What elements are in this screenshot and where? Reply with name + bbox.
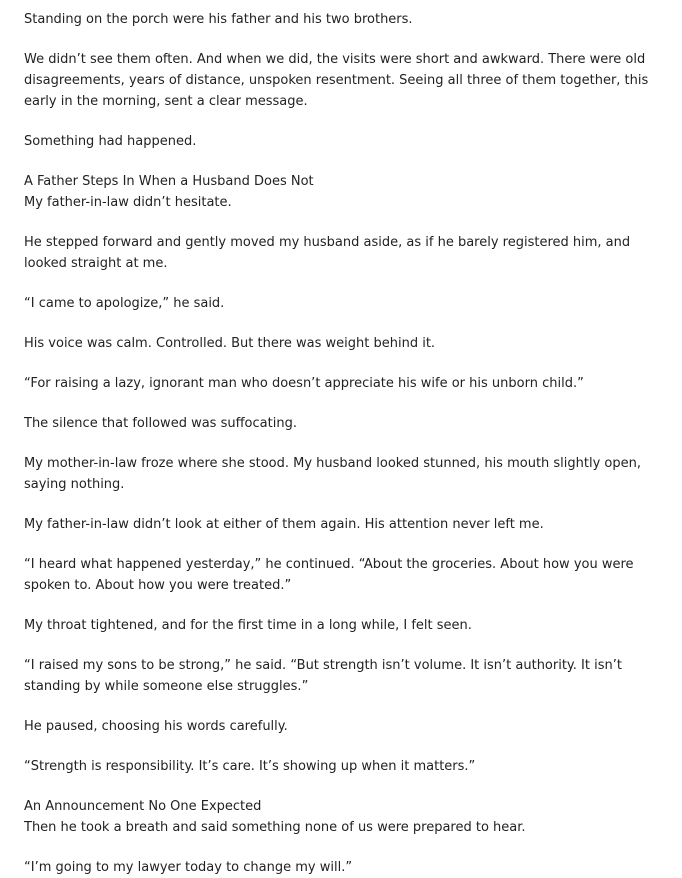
paragraph: He stepped forward and gently moved my husband aside, as if he barely registered him, and looked straight at me. [24,235,631,271]
paragraph: The silence that followed was suffocating. [24,416,297,431]
paragraph: “I’m going to my lawyer today to change my will.” [24,860,353,875]
section-block [24,796,666,838]
section-block [24,171,666,213]
paragraph: “Strength is responsibility. It’s care. It’s showing up when it matters.” [24,759,476,774]
paragraph: Then he took a breath and said something none of us were prepared to hear. [24,820,526,835]
paragraph: His voice was calm. Controlled. But there was weight behind it. [24,336,436,351]
paragraph: My mother-in-law froze where she stood. My husband looked stunned, his mouth slightly open, saying nothing. [24,456,642,492]
paragraph: “I came to apologize,” he said. [24,296,225,311]
paragraph: My father-in-law didn’t look at either of them again. His attention never left me. [24,517,544,532]
paragraph: My throat tightened, and for the first time in a long while, I felt seen. [24,618,472,633]
paragraph: “For raising a lazy, ignorant man who doesn’t appreciate his wife or his unborn child.” [24,376,584,391]
paragraph: We didn’t see them often. And when we did, the visits were short and awkward. There were old disagreements, years of distance, unspoken resentment. Seeing all three of them together, this early in the morning, sent a clear message. [24,52,649,109]
paragraph: “I heard what happened yesterday,” he continued. “About the groceries. About how you were spoken to. About how you were treated.” [24,557,634,593]
paragraph: He paused, choosing his words carefully. [24,719,288,734]
section-heading: A Father Steps In When a Husband Does Not [24,174,314,189]
section-heading: An Announcement No One Expected [24,799,262,814]
paragraph: My father-in-law didn’t hesitate. [24,195,232,210]
paragraph: Something had happened. [24,134,197,149]
paragraph: “I raised my sons to be strong,” he said. “But strength isn’t volume. It isn’t authority. It isn’t standing by while someone else struggles.” [24,658,622,694]
paragraph: Standing on the porch were his father and his two brothers. [24,12,413,27]
